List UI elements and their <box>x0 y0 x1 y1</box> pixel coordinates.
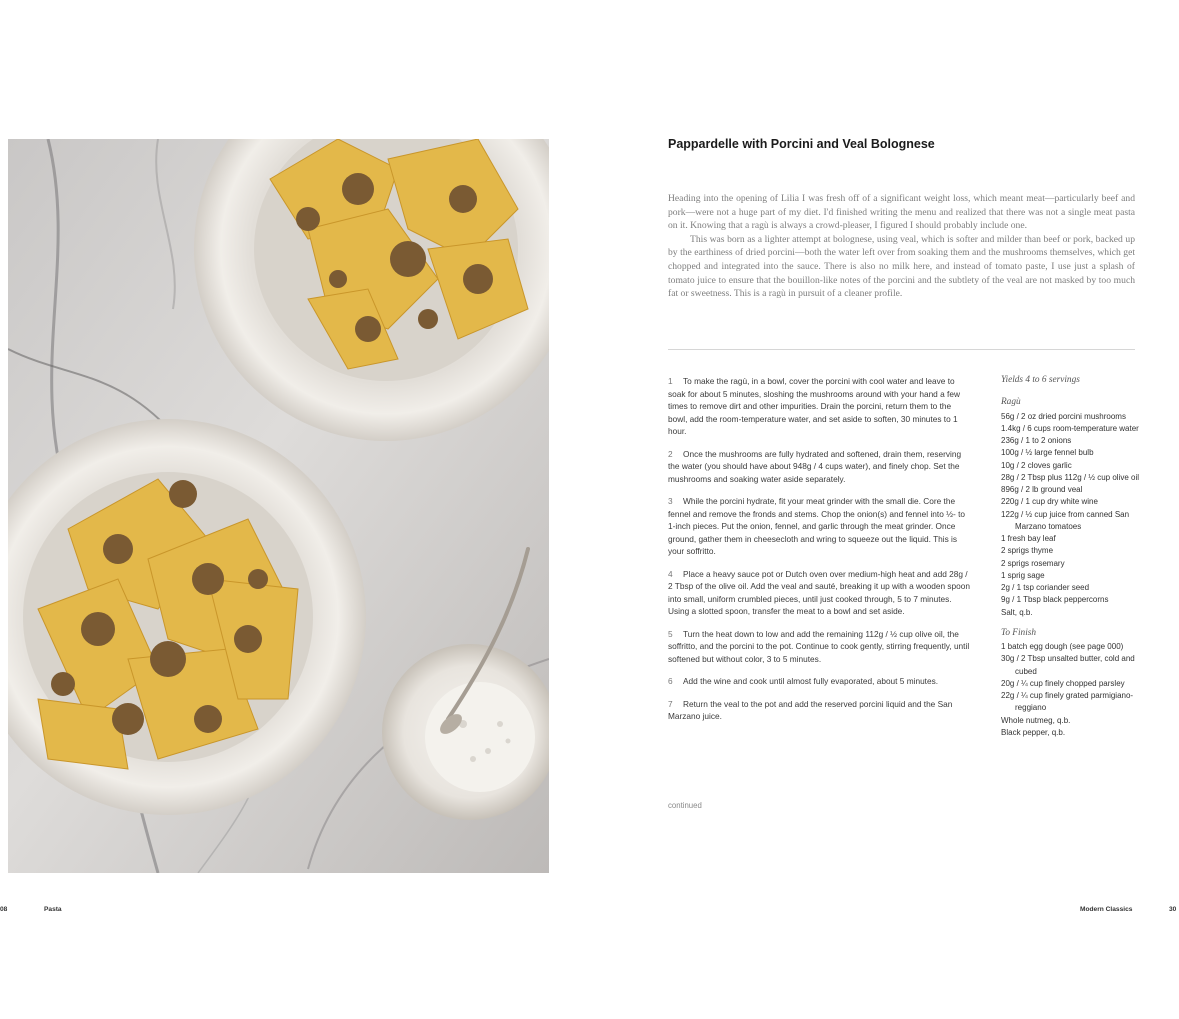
left-running-head: Pasta <box>44 906 62 913</box>
section-divider <box>668 349 1135 350</box>
step-text: Place a heavy sauce pot or Dutch oven over medium-high heat and add 28g / 2 Tbsp of the olive oil. Add the veal and sauté, breaking it up with a wooden spoon into small, uniform crumbled pieces, until just cooked through, 5 to 7 minutes. Using a slotted spoon, transfer the meat to a bowl and set aside. <box>668 568 970 616</box>
step-text: While the porcini hydrate, fit your meat grinder with the small die. Core the fennel and remove the fronds and stems. Chop the onion(s) and fennel into ½- to 1-inch pieces. Put the onion, fennel, and garlic through the meat grinder. Once ground, gather them in cheesecloth and wring to squeeze out the liquid. This is your soffritto. <box>668 496 966 556</box>
step-text: Turn the heat down to low and add the remaining 112g / ½ cup olive oil, the soffritto, and the porcini to the pot. Continue to cook gently, stirring frequently, until softened but without color, 3 to 5 minutes. <box>668 628 970 664</box>
ingredient-item: 100g / ½ large fennel bulb <box>1001 448 1094 458</box>
recipe-title: Pappardelle with Porcini and Veal Bolognese <box>668 137 935 151</box>
ingredient-item: 236g / 1 to 2 onions <box>1001 436 1072 445</box>
ingredient-item: 2g / 1 tsp coriander seed <box>1001 583 1090 592</box>
yield-text: Yields 4 to 6 servings <box>1001 375 1080 385</box>
right-page-number: 30 <box>1169 906 1177 913</box>
step-text: Return the veal to the pot and add the reserved porcini liquid and the San Marzano juice. <box>668 698 953 721</box>
recipe-photo <box>8 139 549 873</box>
ingredient-item: 22g / ¼ cup finely grated parmigiano-reggiano <box>1001 691 1134 713</box>
ingredient-item: 28g / 2 Tbsp plus 112g / ½ cup olive oil <box>1001 472 1140 482</box>
ragu-heading: Ragù <box>1001 397 1021 408</box>
step-text: Once the mushrooms are fully hydrated and softened, drain them, reserving the water (you should have about 948g / 4 cups water), and finely chop. Set the mushrooms and soaking water aside separately. <box>668 448 962 484</box>
step-number: 5 <box>668 628 673 639</box>
method-step <box>668 698 970 723</box>
method-step <box>668 568 970 618</box>
ingredient-item: 2 sprigs thyme <box>1001 546 1054 556</box>
step-number: 3 <box>668 496 673 506</box>
ingredient-item: Salt, q.b. <box>1001 607 1033 617</box>
ingredient-item: 2 sprigs rosemary <box>1001 558 1065 568</box>
right-running-head: Modern Classics <box>1080 906 1133 913</box>
step-text: Add the wine and cook until almost fully evaporated, about 5 minutes. <box>683 676 939 686</box>
left-page-number: 08 <box>0 906 8 913</box>
ingredient-item: 1 batch egg dough (see page 000) <box>1001 642 1124 651</box>
finish-ingredients <box>1001 641 1141 739</box>
step-number: 2 <box>668 448 673 459</box>
ingredient-item: Black pepper, q.b. <box>1001 727 1066 737</box>
ingredient-item: 10g / 2 cloves garlic <box>1001 460 1072 470</box>
method-step <box>668 375 970 438</box>
ingredient-item: 220g / 1 cup dry white wine <box>1001 497 1098 507</box>
ingredient-item: 30g / 2 Tbsp unsalted butter, cold and cubed <box>1001 654 1135 676</box>
ingredient-item: 9g / 1 Tbsp black peppercorns <box>1001 595 1109 605</box>
ingredient-item: Whole nutmeg, q.b. <box>1001 715 1071 725</box>
ingredient-item: 122g / ½ cup juice from canned San Marzano tomatoes <box>1001 509 1130 531</box>
step-number: 7 <box>668 698 673 709</box>
continued-note: continued <box>668 801 702 810</box>
finish-heading: To Finish <box>1001 627 1037 638</box>
recipe-intro <box>668 192 1135 301</box>
ingredient-item: 1.4kg / 6 cups room-temperature water <box>1001 423 1139 433</box>
ingredient-item: 20g / ¼ cup finely chopped parsley <box>1001 678 1125 688</box>
step-text: To make the ragù, in a bowl, cover the porcini with cool water and leave to soak for about 5 minutes, sloshing the mushrooms around with your hand a few times to remove dirt and other impurities. Drain the porcini, return them to the bowl, add the room-temperature water, and set aside to soften, 30 minutes to 1 hour. <box>668 376 960 436</box>
intro-paragraph: This was born as a lighter attempt at bolognese, using veal, which is softer and milder than beef or pork, backed up by the earthiness of dried porcini—both the water left over from soaking them and the mushrooms themselves, which get chopped and integrated into the sauce. There is also no milk here, and instead of tomato paste, I use just a splash of tomato juice to ensure that the bouillon-like notes of the porcini and the subtlety of the veal are not masked by too much fat or sweetness. This is a ragù in pursuit of a cleaner profile. <box>668 233 1135 300</box>
ingredient-item: 896g / 2 lb ground veal <box>1001 485 1083 494</box>
step-number: 4 <box>668 568 673 579</box>
ingredient-item: 1 sprig sage <box>1001 570 1045 580</box>
method-steps <box>668 375 970 733</box>
step-number: 6 <box>668 676 673 686</box>
method-step <box>668 448 970 486</box>
ingredient-item: 1 fresh bay leaf <box>1001 534 1056 543</box>
method-step <box>668 675 970 688</box>
ragu-ingredients <box>1001 411 1141 619</box>
method-step <box>668 495 970 558</box>
intro-paragraph: Heading into the opening of Lilia I was fresh off of a significant weight loss, which meant meat—particularly beef and pork—were not a huge part of my diet. I'd finished writing the menu and realized that there was not a single meat pasta on it. Knowing that a ragù is always a crowd-pleaser, I figured I should probably include one. <box>668 193 1135 232</box>
step-number: 1 <box>668 376 673 386</box>
ingredients-list <box>1001 374 1141 739</box>
ingredient-item: 56g / 2 oz dried porcini mushrooms <box>1001 411 1126 421</box>
method-step <box>668 628 970 666</box>
